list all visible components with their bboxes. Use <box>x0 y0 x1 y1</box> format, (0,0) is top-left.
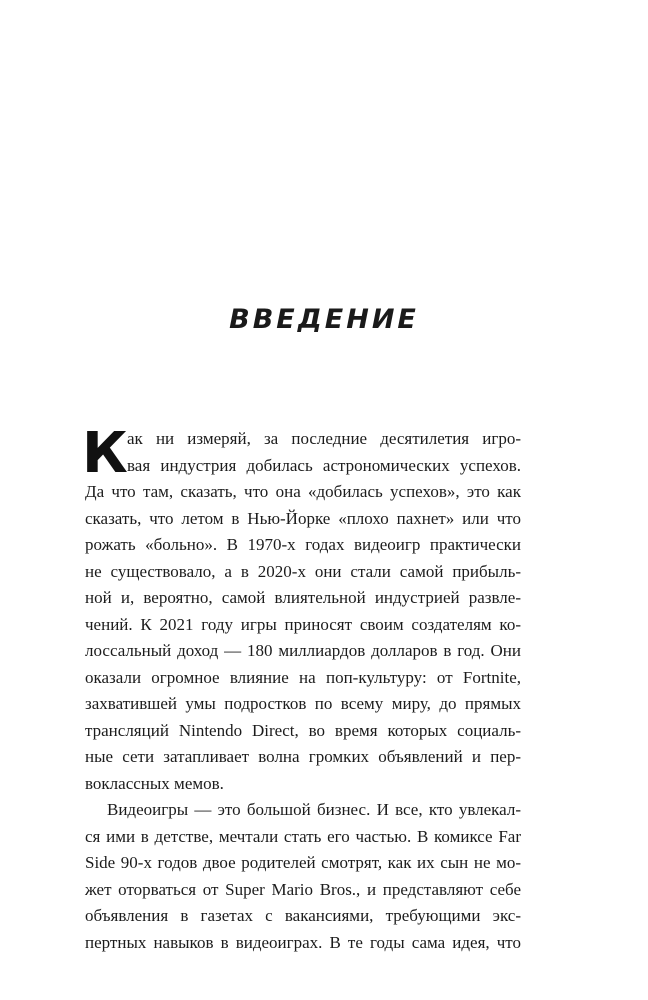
text-line: жет оторваться от Super Mario Bros., и представляют себе <box>85 879 521 899</box>
text-line: лоссальный доход — 180 миллиардов долларов в год. Они <box>85 641 521 660</box>
text-line: воклассных мемов. <box>85 773 224 793</box>
text-line: не существовало, а в 2020-х они стали самой прибыль- <box>85 561 521 581</box>
text-line: объявления в газетах с вакансиями, требующими экс- <box>85 906 521 925</box>
text-line: ак ни измеряй, за последние десятилетия игро- <box>127 429 521 448</box>
body-text <box>82 421 521 956</box>
text-line: сказать, что летом в Нью-Йорке «плохо пахнет» или что <box>85 508 521 528</box>
text-line: Да что там, сказать, что она «добилась успехов», это как <box>85 482 521 501</box>
text-line: чений. К 2021 году игры приносят своим создателям ко- <box>85 614 521 634</box>
text-line: захватившей умы подростков по всему миру, до прямых <box>85 694 521 713</box>
text-line: трансляций Nintendo Direct, во время которых социаль- <box>85 720 521 740</box>
text-line: ные сети затапливает волна громких объявлений и пер- <box>85 747 521 766</box>
text-line: оказали огромное влияние на поп-культуру: от Fortnite, <box>85 667 521 687</box>
chapter-title: ВВЕДЕНИЕ <box>229 304 419 335</box>
drop-cap: К <box>82 421 128 486</box>
text-line: ной и, вероятно, самой влиятельной индустрией развле- <box>85 588 521 607</box>
text-line: ся ими в детстве, мечтали стать его частью. В комиксе Far <box>85 826 521 846</box>
text-line: Видеоигры — это большой бизнес. И все, кто увлекал- <box>107 800 521 819</box>
text-line: Side 90-х годов двое родителей смотрят, как их сын не мо- <box>85 853 521 872</box>
text-line: вая индустрия добилась астрономических успехов. <box>127 455 521 475</box>
text-line: пертных навыков в видеоиграх. В те годы сама идея, что <box>85 932 521 952</box>
text-line: рожать «больно». В 1970-х годах видеоигр практически <box>85 535 521 554</box>
